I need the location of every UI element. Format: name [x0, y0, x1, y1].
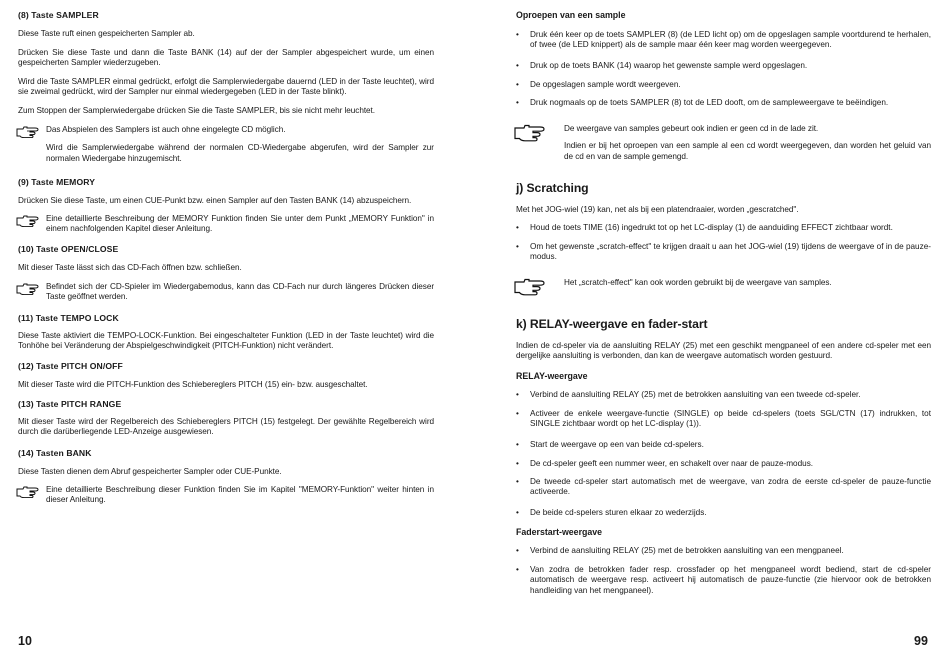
pointing-hand-icon: [514, 278, 546, 296]
bullet-icon: •: [516, 508, 519, 517]
bullet-icon: •: [516, 565, 519, 574]
list-item: [516, 477, 931, 498]
paragraph: Mit dieser Taste wird die PITCH-Funktion des Schiebereglers PITCH (15) ein- bzw. ausgeschaltet.: [18, 380, 368, 389]
paragraph: Mit dieser Taste wird der Regelbereich des Schiebereglers PITCH (15) festgelegt. Der gewählte Regelbereich wird durch die darüberliegende LED-Anzeige ausgewiesen.: [18, 417, 434, 437]
list-item-text: Van zodra de betrokken fader resp. crossfader op het mengpaneel wordt bediend, start de cd-speler automatisch de weergave resp. activeert hij automatisch de pauze-functie (zie hiervoor ook de betrokken handleiding van het mengpaneel).: [530, 565, 931, 595]
list-item: [516, 440, 931, 450]
paragraph: Diese Tasten dienen dem Abruf gespeicherter Sampler oder CUE-Punkte.: [18, 467, 282, 476]
page-number-right: 99: [914, 634, 928, 648]
note-text: Het „scratch-effect" kan ook worden gebruikt bij de weergave van samples.: [564, 278, 832, 287]
pointing-hand-icon: [16, 486, 40, 498]
bullet-icon: •: [516, 242, 519, 251]
note-text: Eine detaillierte Beschreibung der MEMORY Funktion finden Sie unter dem Punkt „MEMORY Funktion" in einem nachfolgenden Kapitel dieser Anleitung.: [46, 214, 434, 234]
right-page: [516, 0, 931, 651]
list-item: [516, 565, 931, 596]
pointing-hand-icon: [514, 124, 546, 142]
list-item: [516, 409, 931, 430]
note-block: [18, 485, 434, 506]
heading-taste-pitch-range: (13) Taste PITCH RANGE: [18, 399, 122, 409]
list-item-text: Druk op de toets BANK (14) waarop het gewenste sample werd opgeslagen.: [530, 61, 808, 70]
heading-oproepen: Oproepen van een sample: [516, 10, 626, 20]
pointing-hand-icon: [16, 215, 40, 227]
list-item: [516, 546, 931, 556]
heading-taste-memory: (9) Taste MEMORY: [18, 177, 96, 187]
heading-tasten-bank: (14) Tasten BANK: [18, 448, 92, 458]
paragraph: Diese Taste aktiviert die TEMPO-LOCK-Funktion. Bei eingeschalteter Funktion (LED in der Taste leuchtet) wird die Tonhöhe bei Veränderung der Abspielgeschwindigkeit (PITCH-Funktion) nicht verändert.: [18, 331, 434, 351]
list-item-text: De cd-speler geeft een nummer weer, en schakelt over naar de pauze-modus.: [530, 459, 814, 468]
bullet-icon: •: [516, 223, 519, 232]
subheading-relay-weergave: RELAY-weergave: [516, 371, 588, 381]
subheading-faderstart: Faderstart-weergave: [516, 527, 603, 537]
note-block: [516, 124, 931, 162]
pointing-hand-icon: [16, 283, 40, 295]
note-block: [18, 214, 434, 235]
list-item-text: De tweede cd-speler start automatisch met de weergave, van zodra de eerste cd-speler de pauze-functie activeerde.: [530, 477, 931, 497]
left-page: [18, 0, 434, 651]
list-item-text: Verbind de aansluiting RELAY (25) met de betrokken aansluiting van een mengpaneel.: [530, 546, 844, 555]
heading-relay: k) RELAY-weergave en fader-start: [516, 317, 708, 331]
list-item-text: Druk nogmaals op de toets SAMPLER (8) tot de LED dooft, om de sampleweergave te beëindigen.: [530, 98, 889, 107]
heading-taste-tempo-lock: (11) Taste TEMPO LOCK: [18, 313, 119, 323]
paragraph: Zum Stoppen der Samplerwiedergabe drücken Sie die Taste SAMPLER, bis sie nicht mehr leuchtet.: [18, 106, 375, 115]
note-text: Eine detaillierte Beschreibung dieser Funktion finden Sie im Kapitel "MEMORY-Funktion" weiter hinten in dieser Anleitung.: [46, 485, 434, 505]
paragraph: Wird die Taste SAMPLER einmal gedrückt, erfolgt die Samplerwiedergabe dauernd (LED in der Taste leuchtet), wird sie zweimal gedrückt, wird der Sampler nur einmal wiedergegeben (LED in der Taste blinkt).: [18, 77, 434, 97]
list-item: [516, 508, 931, 518]
note-text: De weergave van samples gebeurt ook indien er geen cd in de lade zit.: [564, 124, 819, 133]
heading-taste-open-close: (10) Taste OPEN/CLOSE: [18, 244, 119, 254]
list-item-text: Verbind de aansluiting RELAY (25) met de betrokken aansluiting van een tweede cd-speler.: [530, 390, 861, 399]
heading-taste-pitch-onoff: (12) Taste PITCH ON/OFF: [18, 361, 123, 371]
bullet-icon: •: [516, 61, 519, 70]
paragraph: Drücken Sie diese Taste und dann die Taste BANK (14) auf der der Sampler abgespeichert wurde, um einen gespeicherten Sampler wiederzugeben.: [18, 48, 434, 68]
page-number-left: 10: [18, 634, 32, 648]
note-block: [18, 282, 434, 303]
note-text: Das Abspielen des Samplers ist auch ohne eingelegte CD möglich.: [46, 125, 286, 134]
bullet-icon: •: [516, 390, 519, 399]
list-item: [516, 61, 931, 71]
bullet-icon: •: [516, 30, 519, 39]
paragraph: Indien de cd-speler via de aansluiting RELAY (25) met een geschikt mengpaneel of een andere cd-speler met een dergelijke aansluiting is verbonden, dan kan de weergave automatisch worden gestuurd.: [516, 341, 931, 361]
list-item-text: De beide cd-spelers sturen elkaar zo wederzijds.: [530, 508, 707, 517]
note-text: Wird die Samplerwiedergabe während der normalen CD-Wiedergabe abgerufen, wird der Sampler zur normalen Wiedergabe hinzugemischt.: [46, 143, 434, 163]
list-item: [516, 223, 931, 233]
list-item-text: Houd de toets TIME (16) ingedrukt tot op het LC-display (1) de aanduiding EFFECT zichtbaar wordt.: [530, 223, 893, 232]
note-text: Befindet sich der CD-Spieler im Wiedergabemodus, kann das CD-Fach nur durch längeres Drücken dieser Taste geöffnet werden.: [46, 282, 434, 302]
pointing-hand-icon: [16, 126, 40, 138]
bullet-icon: •: [516, 98, 519, 107]
note-block: [516, 278, 931, 288]
bullet-icon: •: [516, 440, 519, 449]
list-item: [516, 242, 931, 263]
heading-scratching: j) Scratching: [516, 181, 589, 195]
paragraph: Diese Taste ruft einen gespeicherten Sampler ab.: [18, 29, 195, 38]
list-item: [516, 98, 931, 108]
list-item: [516, 390, 931, 400]
paragraph: Drücken Sie diese Taste, um einen CUE-Punkt bzw. einen Sampler auf den Tasten BANK (14) abzuspeichern.: [18, 196, 412, 205]
paragraph: Mit dieser Taste lässt sich das CD-Fach öffnen bzw. schließen.: [18, 263, 242, 272]
heading-taste-sampler: (8) Taste SAMPLER: [18, 10, 99, 20]
bullet-icon: •: [516, 459, 519, 468]
list-item-text: Druk één keer op de toets SAMPLER (8) (de LED licht op) om de opgeslagen sample voortdurend te herhalen, of twee (de LED knippert) als de sample maar één keer mag worden weergegeven.: [530, 30, 931, 50]
list-item-text: Activeer de enkele weergave-functie (SINGLE) op beide cd-spelers (toets SGL/CTN (17) indrukken, tot SINGLE zichtbaar wordt op het LC-display (1)).: [530, 409, 931, 429]
list-item-text: Start de weergave op een van beide cd-spelers.: [530, 440, 704, 449]
bullet-icon: •: [516, 546, 519, 555]
list-item: [516, 80, 931, 90]
list-item-text: Om het gewenste „scratch-effect" te krijgen draait u aan het JOG-wiel (19) tijdens de weergave of in de pauze-modus.: [530, 242, 931, 262]
paragraph: Met het JOG-wiel (19) kan, net als bij een platendraaier, worden „gescratched".: [516, 205, 799, 214]
note-block: [18, 125, 434, 164]
note-text: Indien er bij het oproepen van een sample al een cd wordt weergegeven, dan worden het geluid van de cd en van de sample gemengd.: [564, 141, 931, 161]
bullet-icon: •: [516, 80, 519, 89]
bullet-icon: •: [516, 477, 519, 486]
list-item-text: De opgeslagen sample wordt weergeven.: [530, 80, 681, 89]
bullet-icon: •: [516, 409, 519, 418]
list-item: [516, 459, 931, 469]
list-item: [516, 30, 931, 51]
